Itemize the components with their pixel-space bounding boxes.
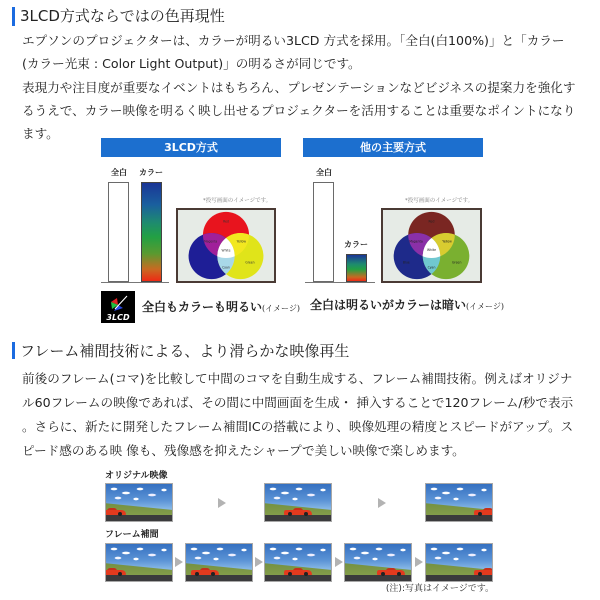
color-brightness-bar xyxy=(141,182,162,282)
paragraph-line: エプソンのプロジェクターは、カラーが明るい3LCD 方式を採用。「全白(白100%)」と「カラー xyxy=(22,33,565,48)
white-brightness-bar xyxy=(108,182,129,282)
bar-label-white: 全白 xyxy=(111,168,127,177)
interpolated-video-label: フレーム補間 xyxy=(105,530,159,540)
image-note: *投写画面のイメージです。 xyxy=(405,198,474,204)
panel-title-other: 他の主要方式 xyxy=(303,138,483,157)
venn-screen-bright xyxy=(176,208,276,283)
heading-accent-bar xyxy=(12,7,15,26)
arrow-right-icon xyxy=(255,557,263,567)
section-heading-color: 3LCD方式ならではの色再現性 xyxy=(20,7,225,25)
venn-label-magenta: Magenta xyxy=(203,239,218,244)
color-venn-diagram xyxy=(383,210,480,281)
color-brightness-bar xyxy=(346,254,367,282)
venn-label-white: White xyxy=(426,248,437,253)
venn-label-green: Green xyxy=(452,260,462,265)
paragraph-line: るうえで、カラー映像を明るく映し出せるプロジェクターを活用することは重要なポイントになり xyxy=(22,103,576,118)
original-video-label: オリジナル映像 xyxy=(105,471,168,481)
car-image xyxy=(377,568,405,576)
section-heading-frame-interpolation: フレーム補間技術による、より滑らかな映像再生 xyxy=(20,342,350,360)
venn-screen-dark xyxy=(381,208,482,283)
photo-disclaimer: (注):写真はイメージです。 xyxy=(385,584,494,594)
3lcd-logo-text: 3LCD xyxy=(106,313,130,322)
car-image xyxy=(284,568,312,576)
venn-label-red: Red xyxy=(223,219,229,224)
caption-sub: (イメージ) xyxy=(466,302,505,311)
caption-sub: (イメージ) xyxy=(262,304,301,313)
arrow-right-icon xyxy=(378,498,386,508)
video-frame xyxy=(425,543,493,582)
car-image xyxy=(474,508,493,516)
3lcd-logo xyxy=(101,291,135,323)
bar-label-color: カラー xyxy=(344,240,368,249)
paragraph-line: ます。 xyxy=(22,126,59,141)
caption-other xyxy=(310,297,504,315)
3lcd-logo-icon xyxy=(101,291,135,323)
paragraph-line: (カラー光束 : Color Light Output)」の明るさが同じです。 xyxy=(22,56,361,71)
bar-label-color: カラー xyxy=(139,168,163,177)
venn-label-yellow: Yellow xyxy=(236,239,247,244)
video-frame xyxy=(105,543,173,582)
car-image xyxy=(105,568,126,576)
caption-main: 全白もカラーも明るい xyxy=(142,300,263,314)
paragraph-line: ピード感のある映 像も、残像感を抑えたシャープで美しい映像で楽しめます。 xyxy=(22,443,465,458)
video-frame xyxy=(264,543,332,582)
arrow-right-icon xyxy=(415,557,423,567)
white-brightness-bar xyxy=(313,182,334,282)
arrow-right-icon xyxy=(335,557,343,567)
image-note: *投写画面のイメージです。 xyxy=(203,198,272,204)
arrow-right-icon xyxy=(218,498,226,508)
venn-label-yellow: Yellow xyxy=(442,239,452,244)
venn-label-red: Red xyxy=(428,219,435,224)
car-image xyxy=(474,568,493,576)
paragraph-line: 表現力や注目度が重要なイベントはもちろん、プレゼンテーションなどビジネスの提案力を強化す xyxy=(22,80,576,95)
car-image xyxy=(105,508,126,516)
video-frame xyxy=(425,483,493,522)
car-image xyxy=(284,508,312,516)
arrow-right-icon xyxy=(175,557,183,567)
video-frame xyxy=(344,543,412,582)
venn-label-cyan: Cyan xyxy=(427,265,436,270)
venn-label-white: White xyxy=(221,248,231,253)
paragraph-line: 。さらに、新たに開発したフレーム補間ICの搭載により、映像処理の精度とスピードがアップ。ス xyxy=(22,419,574,434)
video-frame xyxy=(105,483,173,522)
venn-label-green: Green xyxy=(245,260,255,265)
paragraph-line: ル60フレームの映像であれば、その間に中間画面を生成・ 挿入することで120フレーム/秒で表示 xyxy=(22,395,574,410)
bar-baseline xyxy=(305,282,375,283)
caption-main: 全白は明るいがカラーは暗い xyxy=(310,298,467,312)
video-frame xyxy=(185,543,253,582)
venn-label-cyan: Cyan xyxy=(222,265,230,270)
panel-title-3lcd: 3LCD方式 xyxy=(101,138,281,157)
car-image xyxy=(191,568,219,576)
paragraph-line: 前後のフレーム(コマ)を比較して中間のコマを自動生成する、フレーム補間技術。例えばオリジナ xyxy=(22,371,573,386)
heading-accent-bar xyxy=(12,342,15,359)
bar-label-white: 全白 xyxy=(316,168,332,177)
color-venn-diagram xyxy=(178,210,274,281)
venn-label-magenta: Magenta xyxy=(409,239,423,244)
bar-baseline xyxy=(101,282,169,283)
caption-3lcd xyxy=(142,299,300,317)
venn-label-blue: Blue xyxy=(402,260,410,265)
video-frame xyxy=(264,483,332,522)
